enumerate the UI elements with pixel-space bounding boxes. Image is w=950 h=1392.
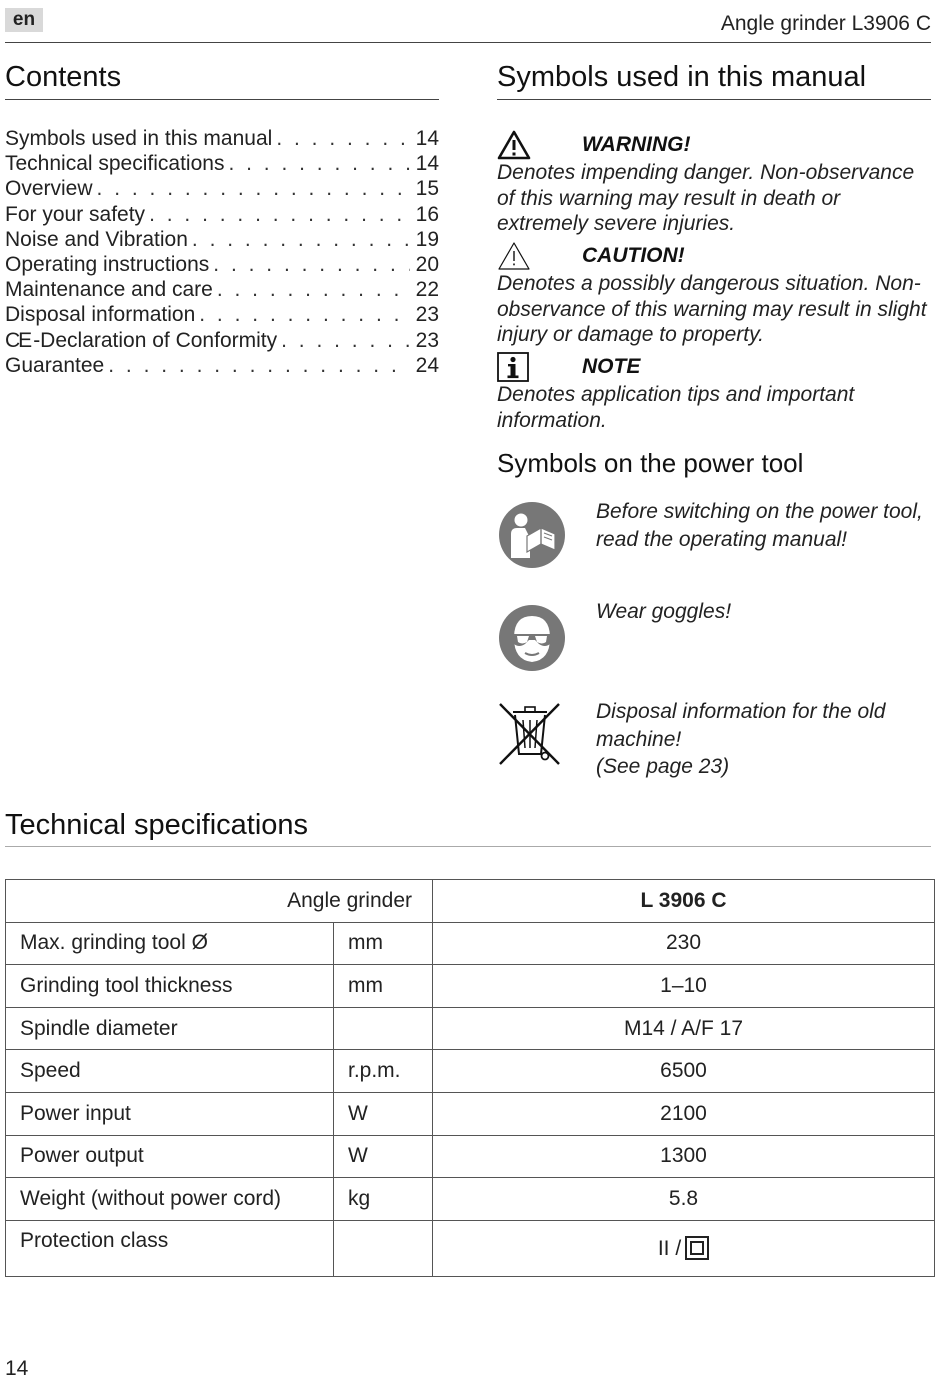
info-icon [497, 352, 531, 382]
toc-page: 16 [415, 202, 439, 226]
toc-item[interactable]: Guarantee . . . 24 [5, 353, 439, 378]
disposal-text: Disposal information for the old machine! (See page 23) [596, 700, 886, 778]
toc-page: 24 [415, 353, 439, 377]
toc-page: 14 [415, 127, 439, 150]
toc-page: 22 [415, 278, 439, 302]
header-rule [5, 42, 931, 43]
toc-page: 14 [415, 152, 439, 176]
goggles-icon [497, 602, 567, 672]
header-model: L 3906 C [433, 880, 935, 923]
double-insulation-icon [685, 1236, 709, 1260]
read-manual-icon [497, 498, 567, 568]
table-row [6, 1092, 935, 1135]
spec-label: Power output [6, 1135, 334, 1178]
tech-specs-table [5, 879, 935, 1277]
read-manual-item [497, 498, 937, 578]
spec-value: 1300 [433, 1135, 935, 1178]
spec-unit: kg [334, 1178, 433, 1221]
spec-value: 230 [433, 922, 935, 965]
symbols-manual-heading: Symbols used in this manual [497, 61, 867, 93]
contents-heading: Contents [5, 61, 122, 93]
ce-mark-icon: CE [5, 328, 31, 352]
table-row [6, 1135, 935, 1178]
toc-page: 19 [415, 227, 439, 251]
toc-item[interactable]: Symbols used in this manual . . . 14 [5, 126, 439, 151]
tech-specs-rule [5, 846, 931, 847]
spec-label: Protection class [6, 1220, 334, 1276]
spec-value: 2100 [433, 1092, 935, 1135]
symbols-manual-rule [497, 99, 931, 100]
warning-text: Denotes impending danger. Non-observance of this warning may result in death or extremely severe injuries. [497, 161, 915, 235]
spec-unit [334, 1220, 433, 1276]
table-of-contents [5, 126, 439, 378]
spec-value: 6500 [433, 1050, 935, 1093]
toc-item[interactable]: Disposal information . . . 23 [5, 302, 439, 327]
goggles-item [497, 598, 937, 678]
spec-value: M14 / A/F 17 [433, 1007, 935, 1050]
spec-value: II / [433, 1220, 935, 1276]
spec-label: Grinding tool thickness [6, 965, 334, 1008]
spec-value: 1–10 [433, 965, 935, 1008]
table-row [6, 1178, 935, 1221]
toc-item[interactable]: Noise and Vibration . . . 19 [5, 227, 439, 252]
warning-label: WARNING! [582, 133, 691, 156]
header-title: Angle grinder L3906 C [720, 12, 931, 35]
goggles-text: Wear goggles! [596, 600, 732, 623]
spec-label: Speed [6, 1050, 334, 1093]
header-label: Angle grinder [6, 880, 433, 923]
caution-triangle-icon [497, 241, 531, 271]
language-badge: en [5, 8, 43, 32]
caution-text: Denotes a possibly dangerous situation. Non-observance of this warning may result in slight injury or damage to property. [497, 272, 927, 346]
caution-label: CAUTION! [582, 244, 685, 267]
note-block [497, 352, 937, 433]
warning-triangle-icon [497, 130, 531, 160]
table-row [6, 1220, 935, 1276]
toc-page: 23 [415, 328, 439, 352]
toc-page: 20 [415, 252, 439, 276]
crossed-bin-icon [497, 698, 567, 768]
spec-unit: W [334, 1092, 433, 1135]
spec-label: Weight (without power cord) [6, 1178, 334, 1221]
spec-label: Power input [6, 1092, 334, 1135]
warning-block [497, 130, 937, 237]
tech-specs-heading: Technical specifications [5, 809, 309, 841]
spec-unit: W [334, 1135, 433, 1178]
note-text: Denotes application tips and important information. [497, 383, 855, 432]
table-row [6, 1050, 935, 1093]
toc-page: 15 [415, 177, 439, 201]
spec-unit: r.p.m. [334, 1050, 433, 1093]
toc-item[interactable]: For your safety . . . 16 [5, 202, 439, 227]
spec-label: Spindle diameter [6, 1007, 334, 1050]
disposal-item [497, 698, 937, 788]
spec-unit: mm [334, 922, 433, 965]
toc-item[interactable]: Maintenance and care . . . 22 [5, 277, 439, 302]
read-manual-text: Before switching on the power tool, read the operating manual! [596, 500, 923, 551]
toc-item[interactable]: Operating instructions . . . 20 [5, 252, 439, 277]
toc-page: 23 [415, 303, 439, 327]
note-label: NOTE [582, 355, 641, 378]
table-row [6, 1007, 935, 1050]
caution-block [497, 241, 937, 348]
contents-rule [5, 99, 439, 100]
spec-unit [334, 1007, 433, 1050]
page-number: 14 [5, 1357, 29, 1380]
spec-unit: mm [334, 965, 433, 1008]
symbols-tool-heading: Symbols on the power tool [497, 448, 804, 478]
table-row [6, 922, 935, 965]
toc-item[interactable]: Technical specifications . . . 14 [5, 151, 439, 176]
table-row [6, 965, 935, 1008]
table-header-row [6, 880, 935, 923]
toc-item[interactable]: Overview . . . 15 [5, 176, 439, 201]
spec-label: Max. grinding tool Ø [6, 922, 334, 965]
spec-value: 5.8 [433, 1178, 935, 1221]
toc-item[interactable]: CE -Declaration of Conformity . . . 23 [5, 328, 439, 353]
